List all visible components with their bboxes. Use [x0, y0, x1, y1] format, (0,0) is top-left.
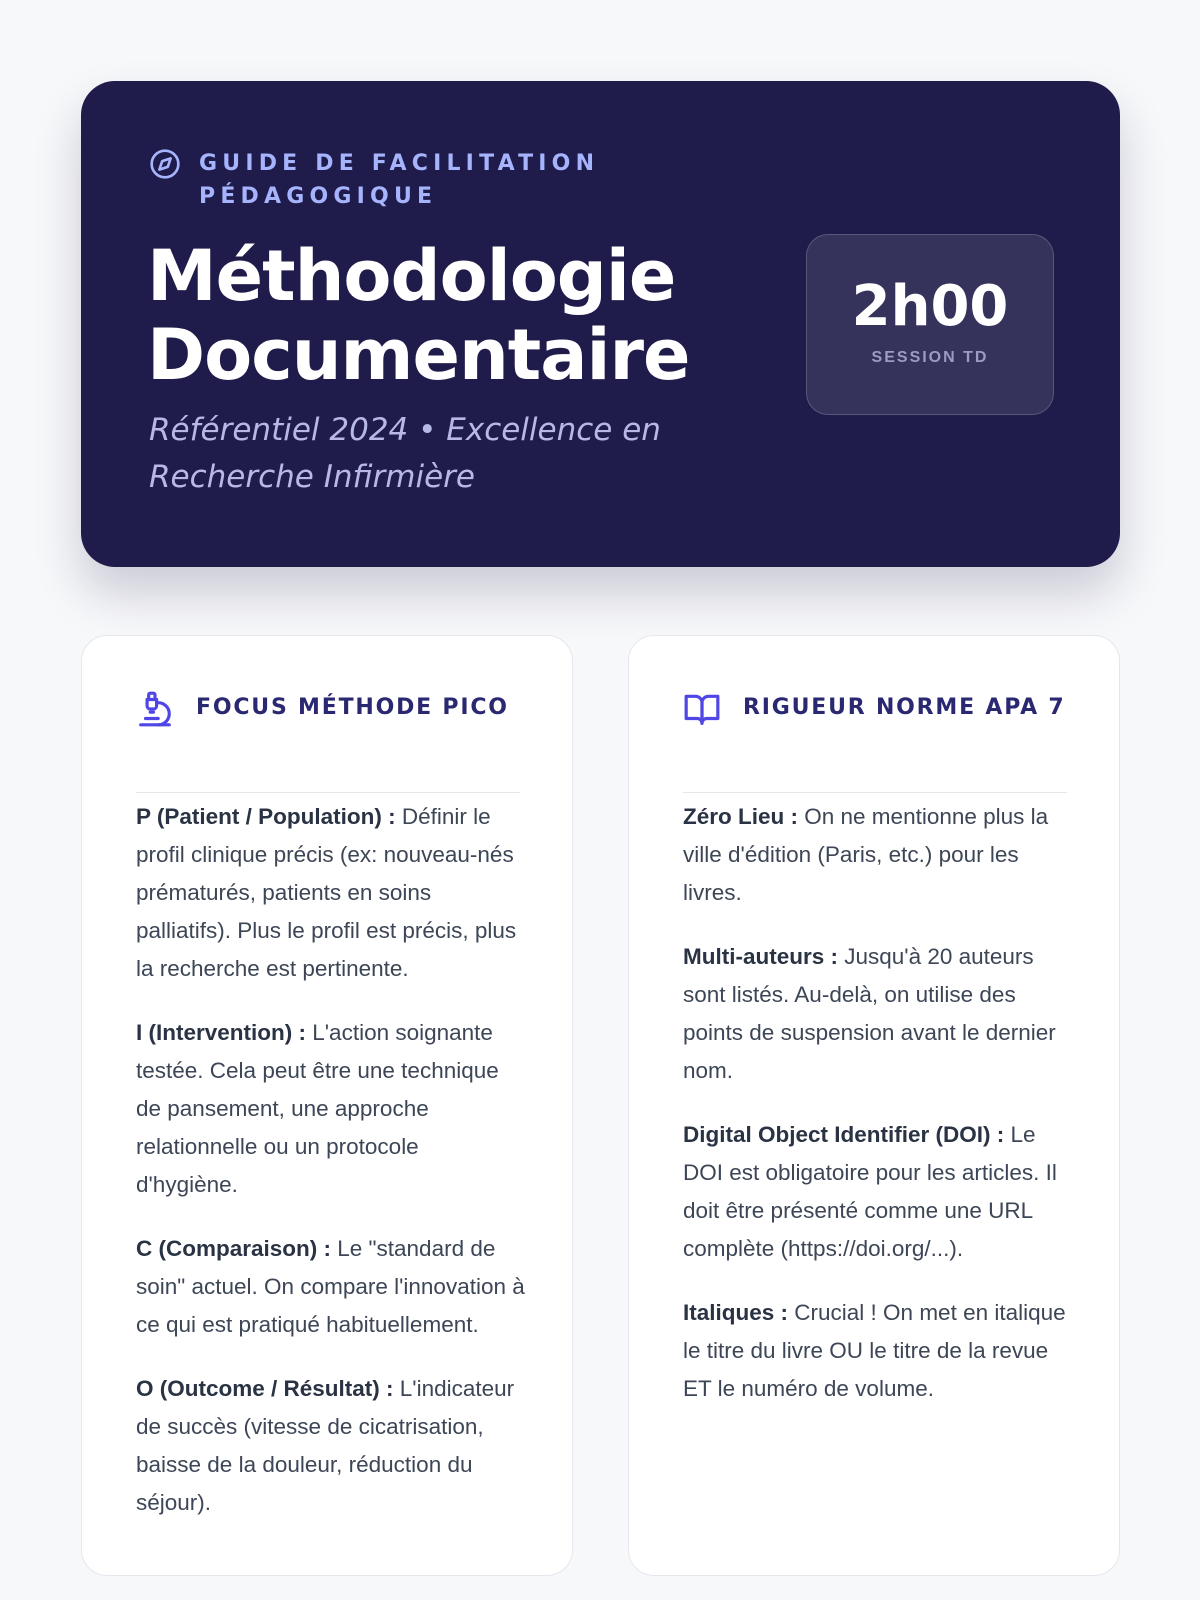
- page-subtitle: Référentiel 2024 • Excellence en Recherche Infirmière: [149, 412, 661, 495]
- page-title: [147, 237, 787, 395]
- item-text: L'indicateur de succès (vitesse de cicatrisation, baisse de la douleur, réduction du séjour).: [136, 1376, 515, 1515]
- pico-card-title: FOCUS MÉTHODE PICO: [196, 695, 509, 720]
- open-book-icon: [683, 690, 721, 728]
- apa-card-header: [683, 690, 1067, 793]
- item-label: Italiques :: [683, 1300, 789, 1325]
- pico-card: [81, 635, 573, 1576]
- duration-label: SESSION TD: [871, 349, 989, 366]
- item-label: P (Patient / Population) :: [136, 804, 396, 829]
- apa-card-body: [683, 798, 1073, 1434]
- pico-card-header: [136, 690, 520, 793]
- item-label: I (Intervention) :: [136, 1020, 306, 1045]
- list-item: [136, 798, 526, 988]
- duration-badge: [806, 234, 1054, 415]
- list-item: [683, 798, 1073, 912]
- item-label: Multi-auteurs :: [683, 944, 838, 969]
- list-item: [683, 938, 1073, 1090]
- title-line-2: Documentaire: [147, 314, 690, 396]
- item-label: Digital Object Identifier (DOI) :: [683, 1122, 1005, 1147]
- item-text: Jusqu'à 20 auteurs sont listés. Au-delà, on utilise des points de suspension avant le dernier nom.: [683, 944, 1056, 1083]
- item-text: Le "standard de soin" actuel. On compare l'innovation à ce qui est pratiqué habituellement.: [136, 1236, 525, 1337]
- eyebrow-text: GUIDE DE FACILITATION PÉDAGOGIQUE: [199, 151, 600, 209]
- duration-value: 2h00: [851, 274, 1009, 339]
- item-label: O (Outcome / Résultat) :: [136, 1376, 394, 1401]
- item-text: Crucial ! On met en italique le titre du livre OU le titre de la revue ET le numéro de volume.: [683, 1300, 1066, 1401]
- title-line-1: Méthodologie: [147, 235, 676, 317]
- pico-card-body: [136, 798, 526, 1548]
- list-item: [683, 1116, 1073, 1268]
- item-text: On ne mentionne plus la ville d'édition (Paris, etc.) pour les livres.: [683, 804, 1049, 905]
- list-item: [683, 1294, 1073, 1408]
- item-label: C (Comparaison) :: [136, 1236, 332, 1261]
- apa-card-title: RIGUEUR NORME APA 7: [743, 695, 1066, 720]
- compass-icon: [149, 148, 181, 180]
- item-text: Le DOI est obligatoire pour les articles. Il doit être présenté comme une URL complète (https://doi.org/...).: [683, 1122, 1057, 1261]
- list-item: [136, 1370, 526, 1522]
- item-label: Zéro Lieu :: [683, 804, 799, 829]
- hero-banner: [81, 81, 1120, 567]
- list-item: [136, 1230, 526, 1344]
- apa-card: [628, 635, 1120, 1576]
- list-item: [136, 1014, 526, 1204]
- item-text: L'action soignante testée. Cela peut être une technique de pansement, une approche relationnelle ou un protocole d'hygiène.: [136, 1020, 499, 1197]
- item-text: Définir le profil clinique précis (ex: nouveau-nés prématurés, patients en soins palliatifs). Plus le profil est précis, plus la recherche est pertinente.: [136, 804, 517, 981]
- eyebrow: [149, 147, 719, 213]
- microscope-icon: [136, 690, 174, 728]
